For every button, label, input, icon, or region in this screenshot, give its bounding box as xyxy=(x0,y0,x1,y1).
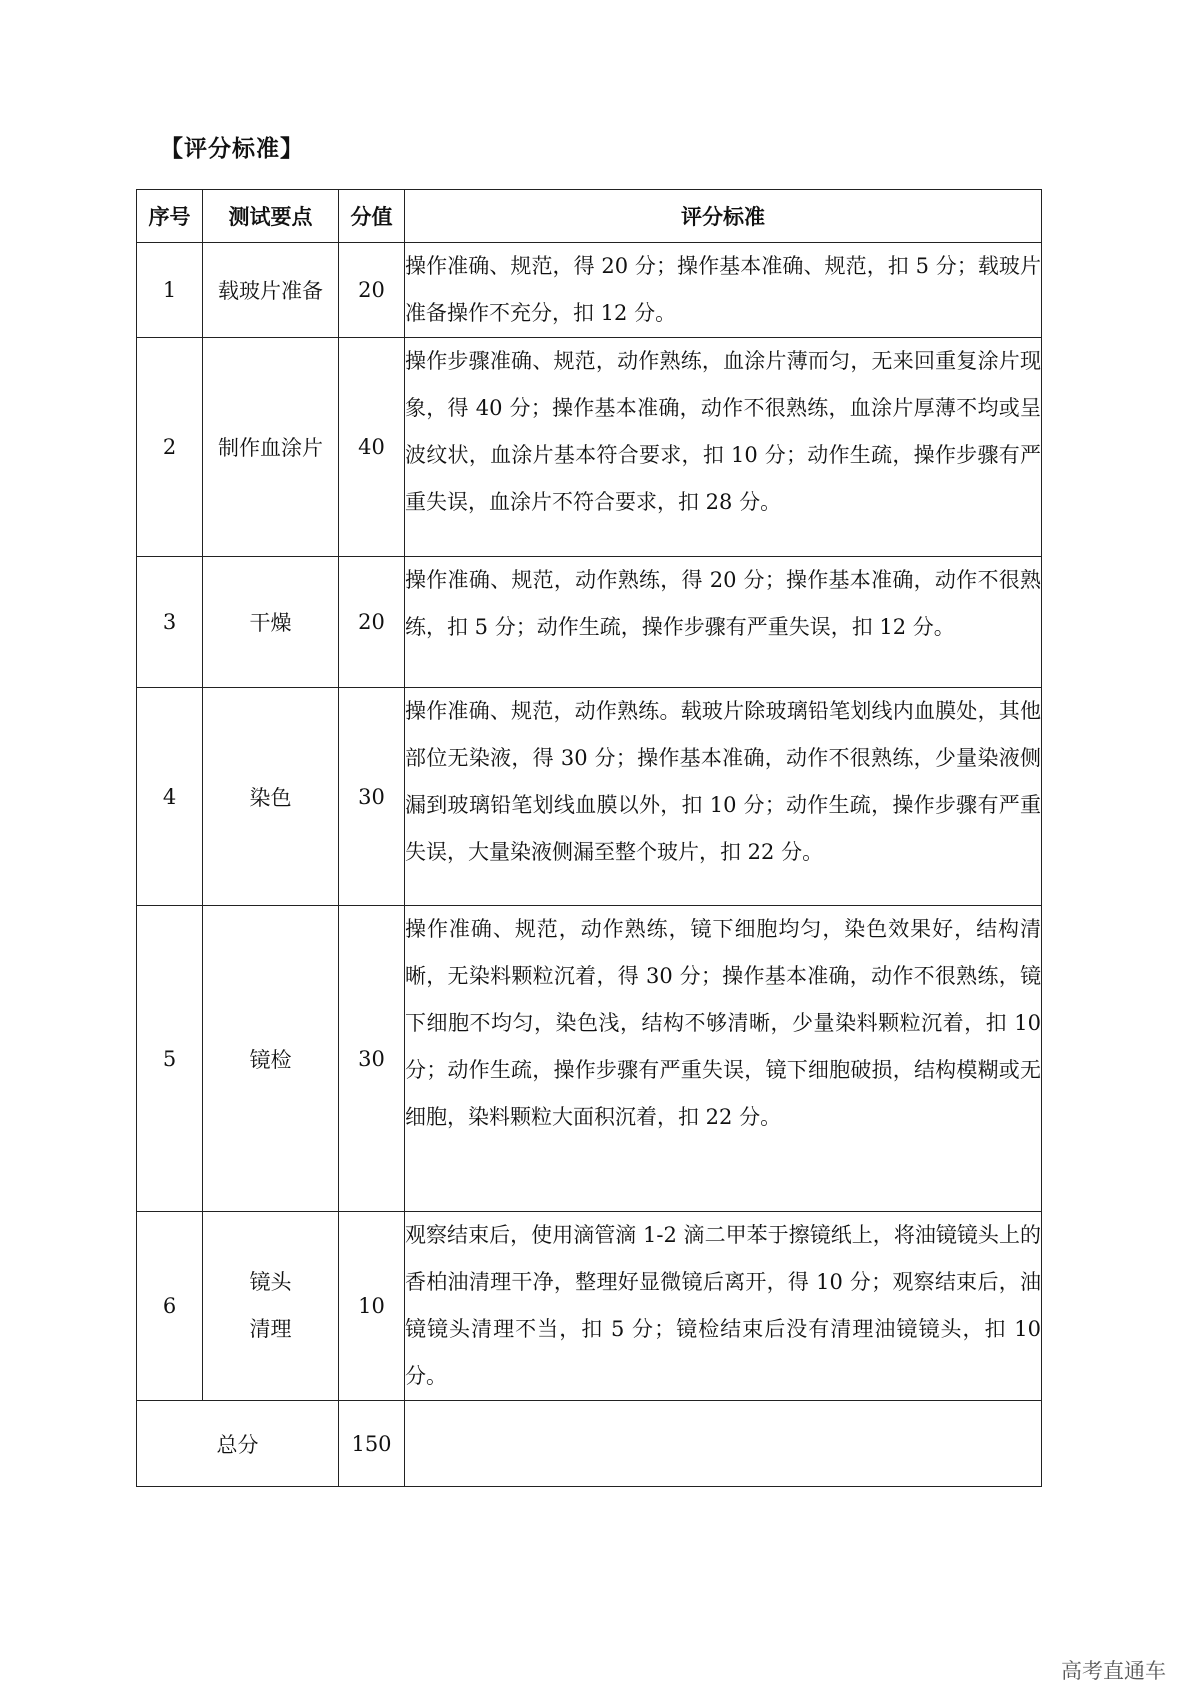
total-label: 总分 xyxy=(137,1401,339,1487)
row-score: 40 xyxy=(339,338,405,557)
row-criteria: 操作准确、规范，动作熟练。载玻片除玻璃铅笔划线内血膜处，其他部位无染液，得 30 分；操作基本准确，动作不很熟练，少量染液侧漏到玻璃铅笔划线血膜以外，扣 10 分；动作生疏，操作步骤有严重失误，大量染液侧漏至整个玻片，扣 22 分。 xyxy=(405,688,1042,906)
row-no: 3 xyxy=(137,557,203,688)
row-item-line2: 清理 xyxy=(249,1317,292,1341)
row-item: 染色 xyxy=(203,688,339,906)
row-item: 载玻片准备 xyxy=(203,243,339,338)
row-score: 30 xyxy=(339,688,405,906)
total-row xyxy=(137,1401,1042,1487)
row-criteria: 观察结束后，使用滴管滴 1-2 滴二甲苯于擦镜纸上，将油镜镜头上的香柏油清理干净，整理好显微镜后离开，得 10 分；观察结束后，油镜镜头清理不当，扣 5 分；镜检结束后没有清理油镜镜头，扣 10 分。 xyxy=(405,1212,1042,1401)
row-criteria: 操作准确、规范，动作熟练，镜下细胞均匀，染色效果好，结构清晰，无染料颗粒沉着，得 30 分；操作基本准确，动作不很熟练，镜下细胞不均匀，染色浅，结构不够清晰，少量染料颗粒沉着，扣 10 分；动作生疏，操作步骤有严重失误，镜下细胞破损，结构模糊或无细胞，染料颗粒大面积沉着，扣 22 分。 xyxy=(405,906,1042,1212)
row-no: 4 xyxy=(137,688,203,906)
table-row xyxy=(137,557,1042,688)
row-score: 10 xyxy=(339,1212,405,1401)
row-item: 镜检 xyxy=(203,906,339,1212)
header-no: 序号 xyxy=(137,190,203,243)
table-row xyxy=(137,688,1042,906)
row-item: 干燥 xyxy=(203,557,339,688)
row-item-line1: 镜头 xyxy=(249,1270,292,1294)
table-row xyxy=(137,338,1042,557)
row-score: 20 xyxy=(339,243,405,338)
row-score: 30 xyxy=(339,906,405,1212)
row-criteria: 操作准确、规范，得 20 分；操作基本准确、规范，扣 5 分；载玻片准备操作不充分，扣 12 分。 xyxy=(405,243,1042,338)
grading-table xyxy=(136,189,1042,1487)
row-no: 6 xyxy=(137,1212,203,1401)
row-no: 2 xyxy=(137,338,203,557)
row-no: 5 xyxy=(137,906,203,1212)
header-item: 测试要点 xyxy=(203,190,339,243)
row-criteria: 操作准确、规范，动作熟练，得 20 分；操作基本准确，动作不很熟练，扣 5 分；动作生疏，操作步骤有严重失误，扣 12 分。 xyxy=(405,557,1042,688)
row-criteria: 操作步骤准确、规范，动作熟练，血涂片薄而匀，无来回重复涂片现象，得 40 分；操作基本准确，动作不很熟练，血涂片厚薄不均或呈波纹状，血涂片基本符合要求，扣 10 分；动作生疏，操作步骤有严重失误，血涂片不符合要求，扣 28 分。 xyxy=(405,338,1042,557)
header-score: 分值 xyxy=(339,190,405,243)
watermark: 高考直通车 xyxy=(1061,1659,1166,1683)
header-criteria: 评分标准 xyxy=(405,190,1042,243)
table-row xyxy=(137,1212,1042,1401)
row-item xyxy=(203,1212,339,1401)
row-score: 20 xyxy=(339,557,405,688)
table-header-row xyxy=(137,190,1042,243)
row-no: 1 xyxy=(137,243,203,338)
table-row xyxy=(137,243,1042,338)
section-title: 【评分标准】 xyxy=(160,136,304,162)
total-criteria xyxy=(405,1401,1042,1487)
table-row xyxy=(137,906,1042,1212)
row-item: 制作血涂片 xyxy=(203,338,339,557)
total-score: 150 xyxy=(339,1401,405,1487)
